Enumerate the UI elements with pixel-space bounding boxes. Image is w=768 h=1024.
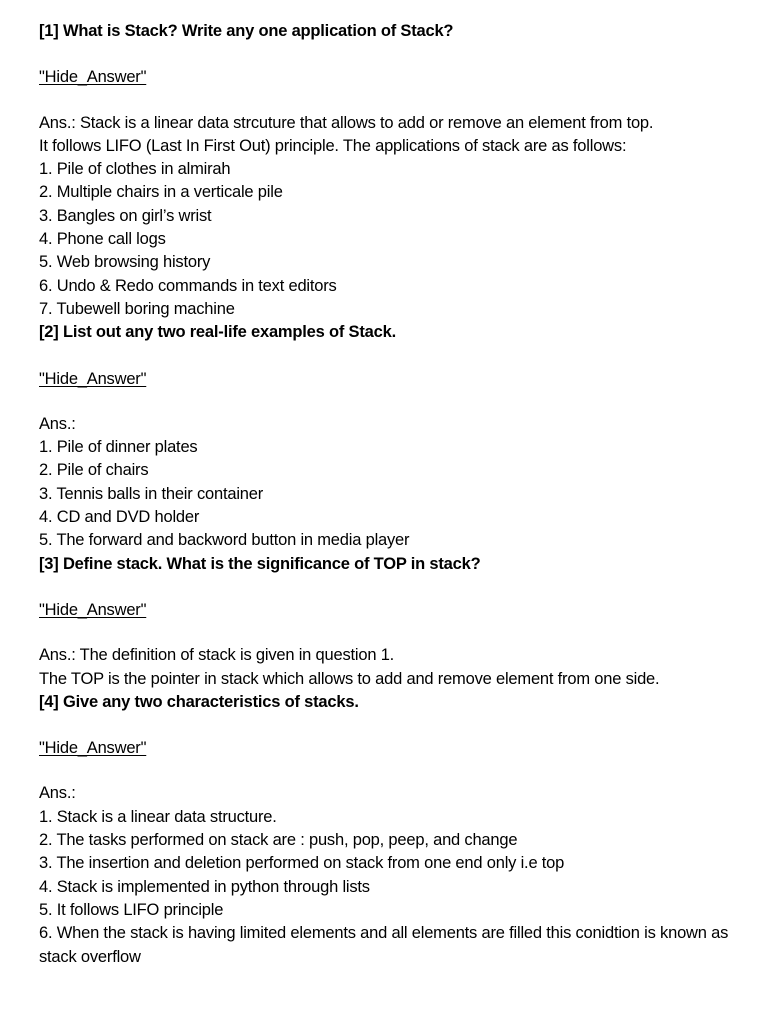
question-heading: [2] List out any two real-life examples of Stack. [39, 323, 396, 342]
hide-answer-link[interactable]: "Hide_Answer" [39, 600, 147, 619]
list-item: 2. The tasks performed on stack are : push, pop, peep, and change [39, 831, 518, 850]
qa-block-3 [39, 553, 739, 691]
hide-answer-link[interactable]: "Hide_Answer" [39, 739, 147, 758]
question-heading: [1] What is Stack? Write any one application of Stack? [39, 22, 454, 40]
qa-block-4 [39, 691, 739, 969]
answer-line: Ans.: Stack is a linear data strcuture that allows to add or remove an element from top. [39, 113, 654, 132]
list-item: 2. Multiple chairs in a verticale pile [39, 183, 283, 202]
answer-text [39, 413, 739, 553]
list-item: 5. Web browsing history [39, 253, 211, 272]
answer-text [39, 112, 739, 322]
answer-line: Ans.: [39, 414, 76, 433]
list-item: 7. Tubewell boring machine [39, 299, 235, 318]
question-heading: [4] Give any two characteristics of stacks. [39, 692, 359, 711]
list-item: 4. Phone call logs [39, 230, 166, 249]
list-item: 4. CD and DVD holder [39, 508, 200, 527]
list-item: 1. Pile of dinner plates [39, 438, 198, 457]
qa-block-1 [39, 20, 739, 321]
list-item: 2. Pile of chairs [39, 461, 149, 480]
list-item: 6. Undo & Redo commands in text editors [39, 276, 337, 295]
qa-block-2 [39, 321, 739, 552]
hide-answer-link[interactable]: "Hide_Answer" [39, 68, 147, 87]
list-item: 3. Bangles on girl’s wrist [39, 206, 212, 225]
answer-line: Ans.: The definition of stack is given in question 1. [39, 646, 395, 665]
question-heading: [3] Define stack. What is the significance of TOP in stack? [39, 554, 481, 573]
answer-text [39, 782, 739, 968]
answer-text [39, 644, 739, 691]
list-item: 3. The insertion and deletion performed on stack from one end only i.e top [39, 854, 565, 873]
list-item: 5. The forward and backword button in media player [39, 531, 410, 550]
list-item: 1. Stack is a linear data structure. [39, 807, 277, 826]
answer-line: The TOP is the pointer in stack which allows to add and remove element from one side. [39, 669, 660, 688]
list-item: 5. It follows LIFO principle [39, 900, 224, 919]
answer-line: Ans.: [39, 784, 76, 803]
list-item: 4. Stack is implemented in python through lists [39, 877, 370, 896]
list-item: 3. Tennis balls in their container [39, 484, 264, 503]
list-item: 6. When the stack is having limited elements and all elements are filled this conidtion is known as stack overflow [39, 924, 729, 966]
hide-answer-link[interactable]: "Hide_Answer" [39, 369, 147, 388]
answer-line: It follows LIFO (Last In First Out) principle. The applications of stack are as follows: [39, 136, 627, 155]
list-item: 1. Pile of clothes in almirah [39, 160, 231, 179]
document-page [39, 20, 739, 969]
